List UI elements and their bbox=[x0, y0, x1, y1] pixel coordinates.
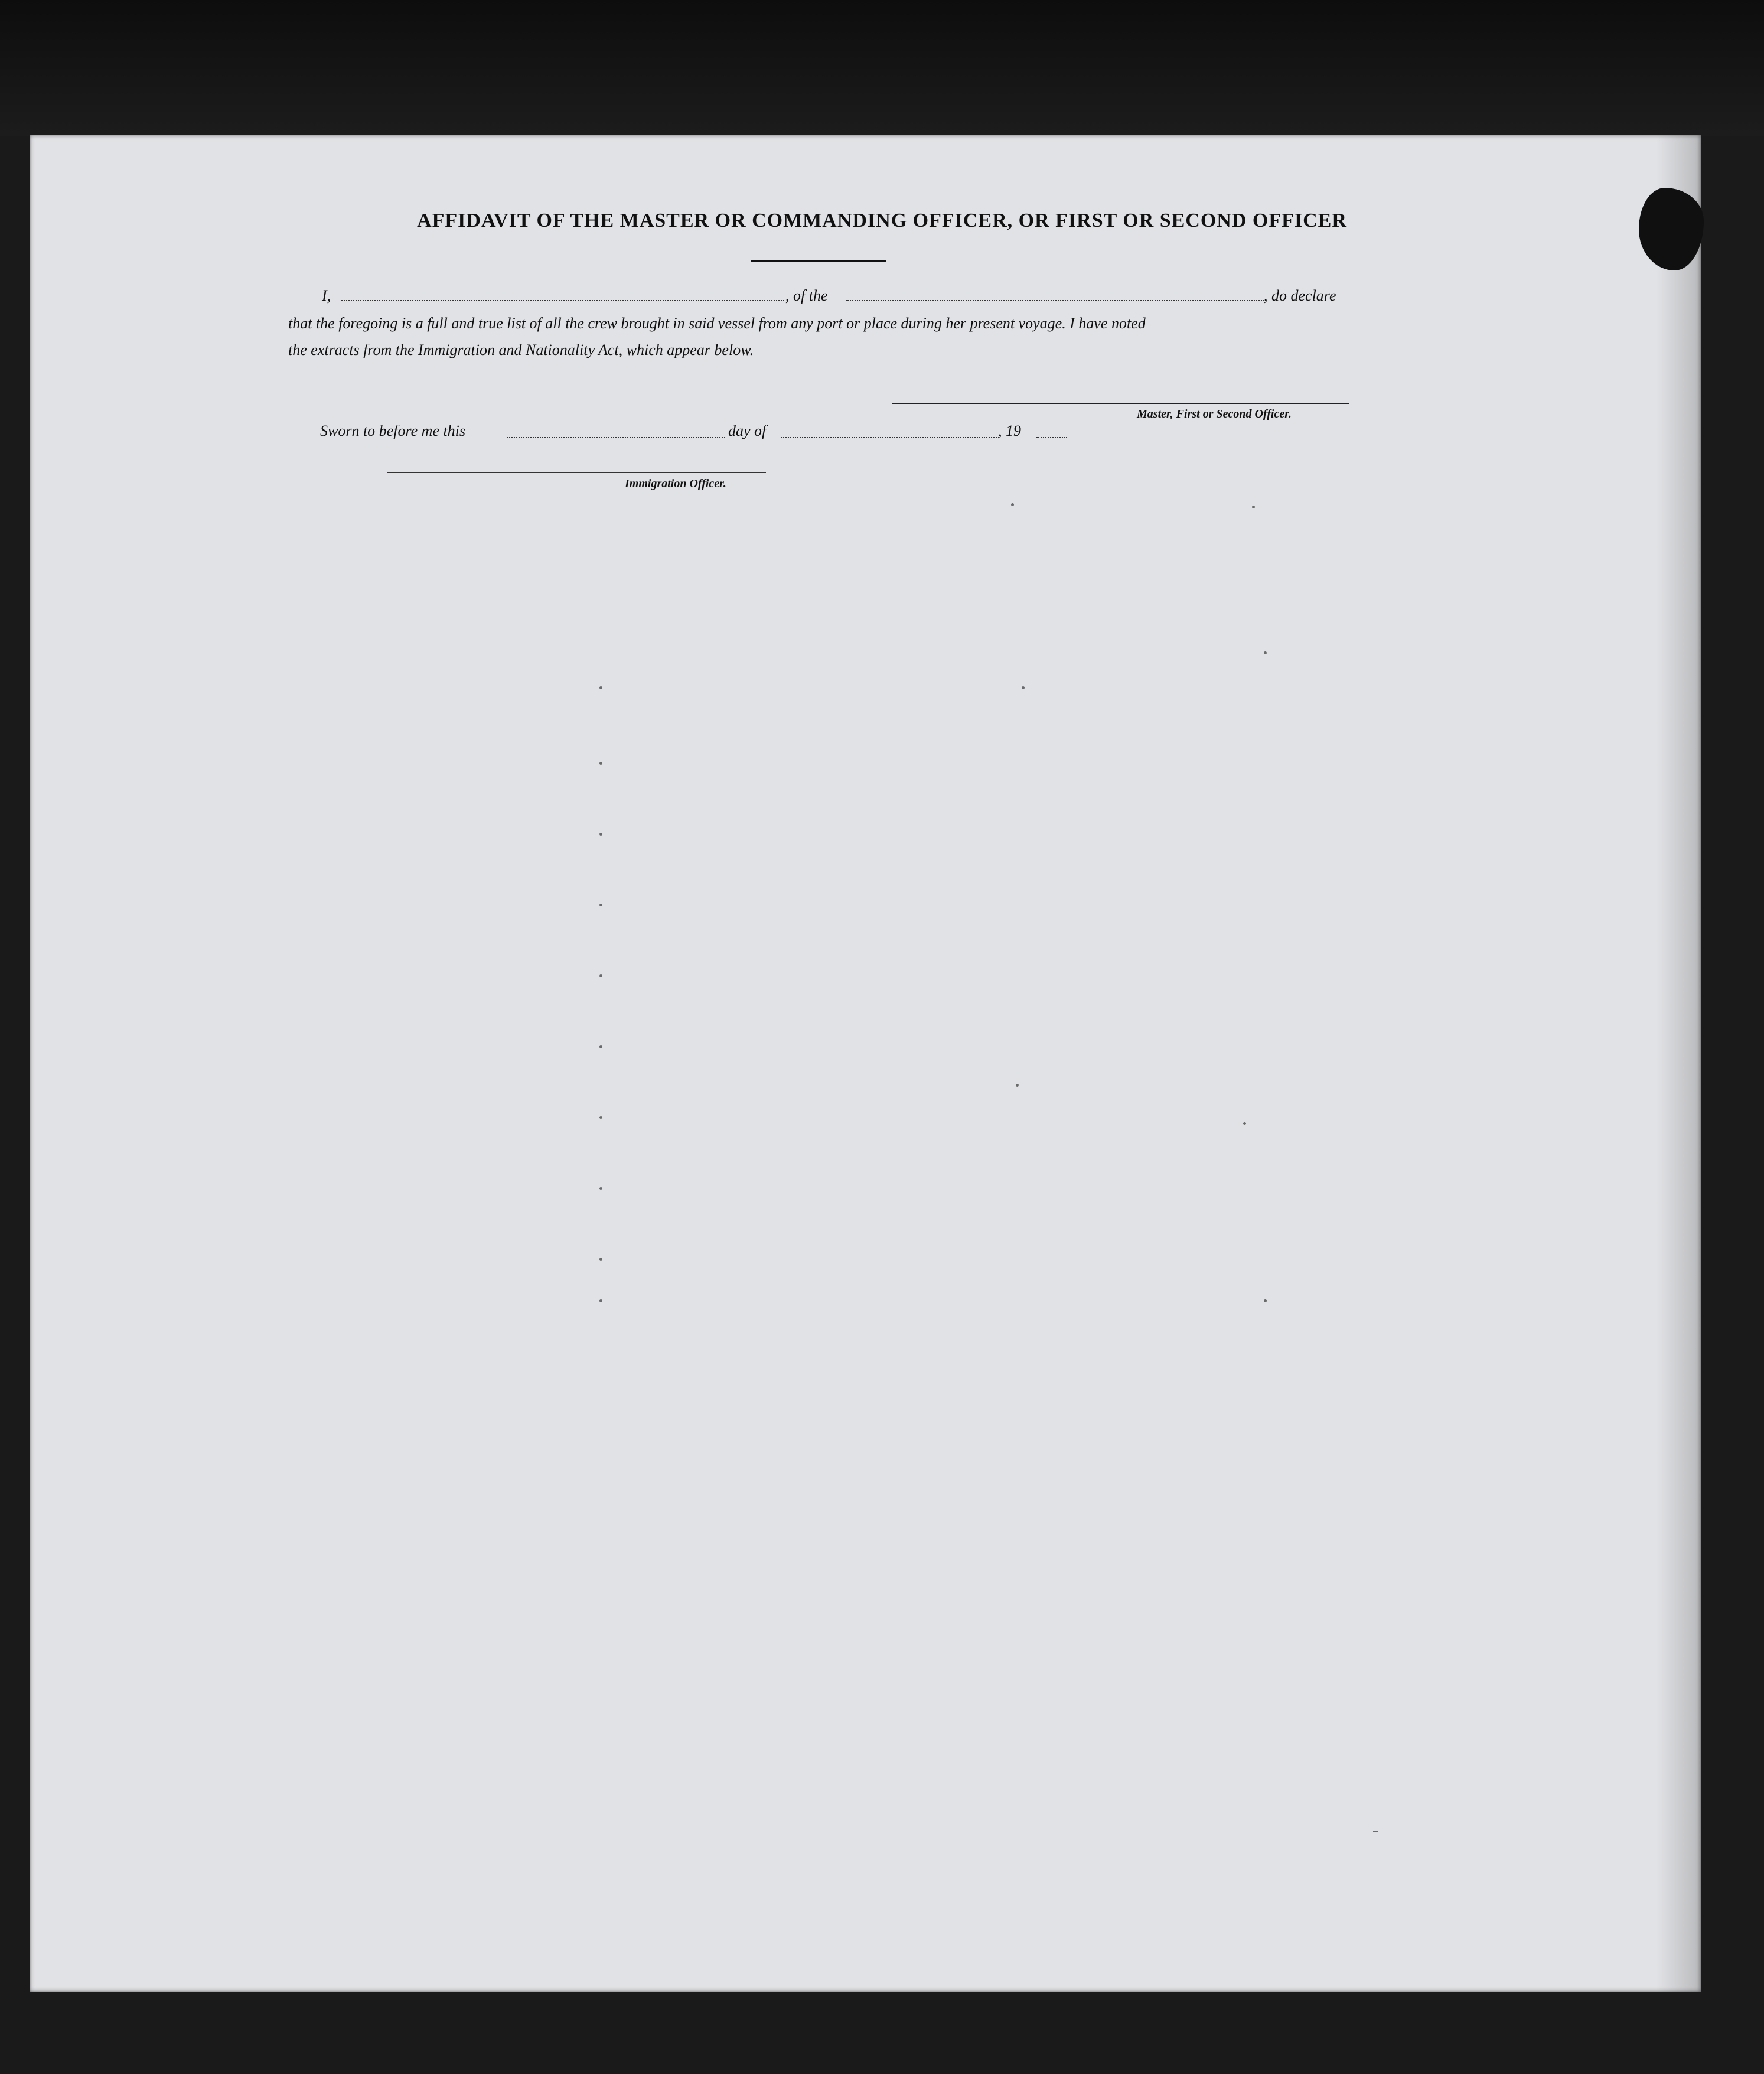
sheet-edge-shadow bbox=[1657, 135, 1701, 1992]
bleed-through-mark bbox=[1264, 651, 1267, 654]
bleed-through-mark bbox=[1264, 1299, 1267, 1302]
bleed-through-mark bbox=[1252, 506, 1255, 508]
scan-background bbox=[0, 0, 1764, 136]
do-declare-label: , do declare bbox=[1264, 287, 1336, 304]
bleed-through-mark bbox=[1022, 686, 1025, 689]
bleed-through-mark bbox=[599, 1116, 602, 1119]
affidavit-title: AFFIDAVIT OF THE MASTER OR COMMANDING OFFICER, OR FIRST OR SECOND OFFICER bbox=[417, 210, 1347, 231]
sworn-year-blank[interactable] bbox=[1036, 437, 1067, 438]
of-the-label: , of the bbox=[785, 287, 828, 304]
declarant-prefix: I, bbox=[322, 287, 331, 304]
vessel-name-blank[interactable] bbox=[846, 300, 1264, 301]
declaration-line-2: that the foregoing is a full and true list of all the crew brought in said vessel from any port or place during her present voyage. I have noted bbox=[288, 315, 1146, 332]
bleed-through-mark bbox=[1243, 1122, 1246, 1125]
master-signature-caption: Master, First or Second Officer. bbox=[1137, 407, 1292, 420]
bleed-through-mark bbox=[599, 762, 602, 765]
bleed-through-mark bbox=[599, 1299, 602, 1302]
bleed-through-mark bbox=[599, 1045, 602, 1048]
bleed-through-mark bbox=[599, 686, 602, 689]
bleed-through-mark bbox=[1016, 1084, 1019, 1087]
bleed-through-mark bbox=[599, 904, 602, 906]
declaration-line-3: the extracts from the Immigration and Nationality Act, which appear below. bbox=[288, 341, 754, 358]
bleed-through-mark bbox=[599, 974, 602, 977]
master-signature-line[interactable] bbox=[892, 403, 1349, 404]
immigration-officer-signature-line[interactable] bbox=[387, 472, 766, 473]
bleed-through-mark bbox=[1011, 503, 1014, 506]
sworn-month-blank[interactable] bbox=[781, 437, 999, 438]
bleed-through-mark bbox=[599, 1258, 602, 1261]
sworn-label: Sworn to before me this bbox=[320, 422, 466, 439]
day-of-label: day of bbox=[728, 422, 767, 439]
document-sheet bbox=[30, 135, 1701, 1992]
bleed-through-mark bbox=[1373, 1831, 1378, 1832]
sworn-day-blank[interactable] bbox=[507, 437, 725, 438]
bleed-through-mark bbox=[599, 833, 602, 836]
immigration-officer-caption: Immigration Officer. bbox=[625, 477, 726, 490]
declarant-name-blank[interactable] bbox=[341, 300, 784, 301]
bleed-through-mark bbox=[599, 1187, 602, 1190]
title-underline bbox=[751, 260, 886, 262]
year-label: , 19 bbox=[998, 422, 1021, 439]
